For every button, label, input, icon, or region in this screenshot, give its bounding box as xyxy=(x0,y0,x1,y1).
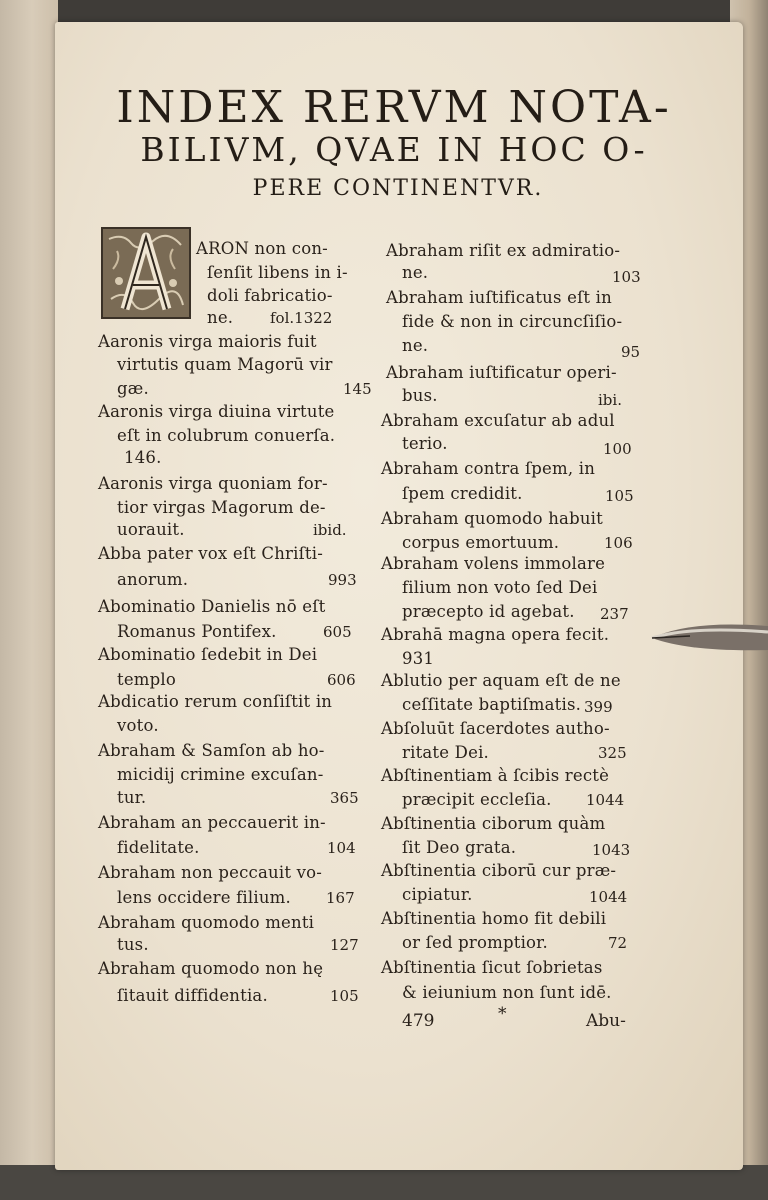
index-entry-line: Aaronis virga maioris fuit xyxy=(98,332,317,351)
index-entry-reference: 1044 xyxy=(586,791,625,809)
pen-nib-icon xyxy=(650,616,768,656)
index-entry-line: Abſtinentiam à ſcibis rectè xyxy=(381,766,610,785)
index-entry-reference: 1044 xyxy=(589,888,628,906)
index-entry-line: ne. xyxy=(207,308,234,327)
table-surface xyxy=(0,1165,768,1200)
index-entry-line: bus. xyxy=(402,386,438,405)
index-entry-reference: 1043 xyxy=(592,841,631,859)
index-entry-line: Abraham non peccauit vo- xyxy=(98,863,323,882)
index-entry-line: 931 xyxy=(402,649,435,668)
index-entry-line: ſenſit libens in i- xyxy=(207,263,348,282)
index-entry-line: Abraham riſit ex admiratio- xyxy=(386,241,621,260)
index-entry-reference: 127 xyxy=(330,936,359,954)
index-entry-line: Abraham quomodo menti xyxy=(98,913,315,932)
index-entry-reference: ibi. xyxy=(598,391,622,409)
index-entry-line: & ieiunium non ſunt idē. xyxy=(402,983,612,1002)
index-entry-reference: 105 xyxy=(330,987,359,1005)
index-entry-line: Abraham volens immolare xyxy=(381,554,606,573)
index-entry-line: micidij crimine excuſan- xyxy=(117,765,324,784)
index-entry-reference: 95 xyxy=(621,343,641,361)
index-entry-reference: 237 xyxy=(600,605,629,623)
index-entry-line: ſitauit diffidentia. xyxy=(117,986,268,1005)
index-entry-line: Aaronis virga quoniam for- xyxy=(98,474,328,493)
index-entry-reference: fol.1322 xyxy=(270,309,333,327)
index-entry-reference: 605 xyxy=(323,623,352,641)
index-title-line-3: PERE CONTINENTVR. xyxy=(252,176,544,201)
index-entry-line: Abraham an peccauerit in- xyxy=(98,813,326,832)
index-entry-line: ritate Dei. xyxy=(402,743,489,762)
index-entry-line: præcepto id agebat. xyxy=(402,602,575,621)
index-entry-line: tur. xyxy=(117,788,147,807)
index-entry-reference: 103 xyxy=(612,268,641,286)
index-title-line-2: BILIVM, QVAE IN HOC O- xyxy=(140,130,648,169)
index-entry-line: Abſtinentia ciborū cur præ- xyxy=(381,861,617,880)
index-entry-line: Abraham & Samſon ab ho- xyxy=(98,741,325,760)
index-entry-line: lens occidere filium. xyxy=(117,888,291,907)
index-entry-line: Abdicatio rerum conſiſtit in xyxy=(98,692,333,711)
index-entry-line: eſt in colubrum conuerſa. xyxy=(117,426,336,445)
index-entry-line: Romanus Pontifex. xyxy=(117,622,277,641)
index-entry-reference: 105 xyxy=(605,487,634,505)
index-title-line-1: INDEX RERVM NOTA- xyxy=(116,82,672,133)
index-entry-line: Abraham iuſtificatur operi- xyxy=(386,363,617,382)
index-entry-reference: 365 xyxy=(330,789,359,807)
index-entry-line: uorauit. xyxy=(117,520,185,539)
decorated-initial-a xyxy=(101,227,191,319)
index-entry-line: gæ. xyxy=(117,379,149,398)
index-entry-reference: 993 xyxy=(328,571,357,589)
index-entry-line: Abraham contra ſpem, in xyxy=(381,459,596,478)
index-entry-reference: ibid. xyxy=(313,521,347,539)
index-entry-line: virtutis quam Magorū vir xyxy=(117,355,333,374)
index-entry-line: anorum. xyxy=(117,570,189,589)
index-entry-line: ſpem credidit. xyxy=(402,484,523,503)
index-entry-line: Abraham quomodo non hę xyxy=(98,959,324,978)
index-entry-line: doli fabricatio- xyxy=(207,286,333,305)
index-entry-line: Abrahā magna opera fecit. xyxy=(381,625,610,644)
index-entry-line: corpus emortuum. xyxy=(402,533,560,552)
index-entry-line: or ſed promptior. xyxy=(402,933,548,952)
catchword: Abu- xyxy=(586,1011,626,1031)
index-entry-line: fide & non in circuncſiſio- xyxy=(402,312,623,331)
index-entry-line: Abba pater vox eſt Chriſti- xyxy=(98,544,324,563)
index-entry-line: Abraham excuſatur ab adul xyxy=(381,411,615,430)
index-entry-line: tus. xyxy=(117,935,149,954)
index-entry-line: Abominatio Danielis nō eſt xyxy=(98,597,326,616)
index-entry-line: Abominatio ſedebit in Dei xyxy=(98,645,318,664)
index-entry-line: cipiatur. xyxy=(402,885,473,904)
index-entry-line: fidelitate. xyxy=(117,838,200,857)
index-entry-line: tior virgas Magorum de- xyxy=(117,498,326,517)
index-entry-line: terio. xyxy=(402,434,448,453)
index-entry-line: præcipit eccleſia. xyxy=(402,790,552,809)
signature-mark: * xyxy=(498,1004,507,1024)
index-entry-reference: 100 xyxy=(603,440,632,458)
index-entry-reference: 106 xyxy=(604,534,633,552)
index-entry-reference: 167 xyxy=(326,889,355,907)
index-entry-line: Ablutio per aquam eſt de ne xyxy=(381,671,621,690)
index-entry-line: Abſoluūt ſacerdotes autho- xyxy=(381,719,610,738)
index-entry-reference: 104 xyxy=(327,839,356,857)
index-entry-line: Abraham iuſtificatus eſt in xyxy=(386,288,612,307)
index-entry-reference: 399 xyxy=(584,698,613,716)
index-entry-reference: 72 xyxy=(608,934,628,952)
index-entry-line: ne. xyxy=(402,263,429,282)
index-entry-line: Aaronis virga diuina virtute xyxy=(98,402,335,421)
index-entry-line: ſit Deo grata. xyxy=(402,838,517,857)
index-entry-reference: 325 xyxy=(598,744,627,762)
index-entry-reference: 606 xyxy=(327,671,356,689)
index-entry-line: voto. xyxy=(117,716,159,735)
index-entry-line: filium non voto ſed Dei xyxy=(402,578,598,597)
index-entry-line: templo xyxy=(117,670,177,689)
index-entry-reference: 145 xyxy=(343,380,372,398)
index-entry-line: ceſſitate baptiſmatis. xyxy=(402,695,582,714)
index-entry-line: Abſtinentia ciborum quàm xyxy=(381,814,606,833)
index-entry-line: 146. xyxy=(124,448,162,467)
index-entry-line: Abſtinentia ſicut ſobrietas xyxy=(381,958,603,977)
index-entry-line: ne. xyxy=(402,336,429,355)
page-number: 479 xyxy=(402,1011,435,1031)
index-entry-line: Abraham quomodo habuit xyxy=(381,509,603,528)
index-entry-line: ARON non con- xyxy=(196,239,328,258)
index-entry-line: Abſtinentia homo fit debili xyxy=(381,909,607,928)
